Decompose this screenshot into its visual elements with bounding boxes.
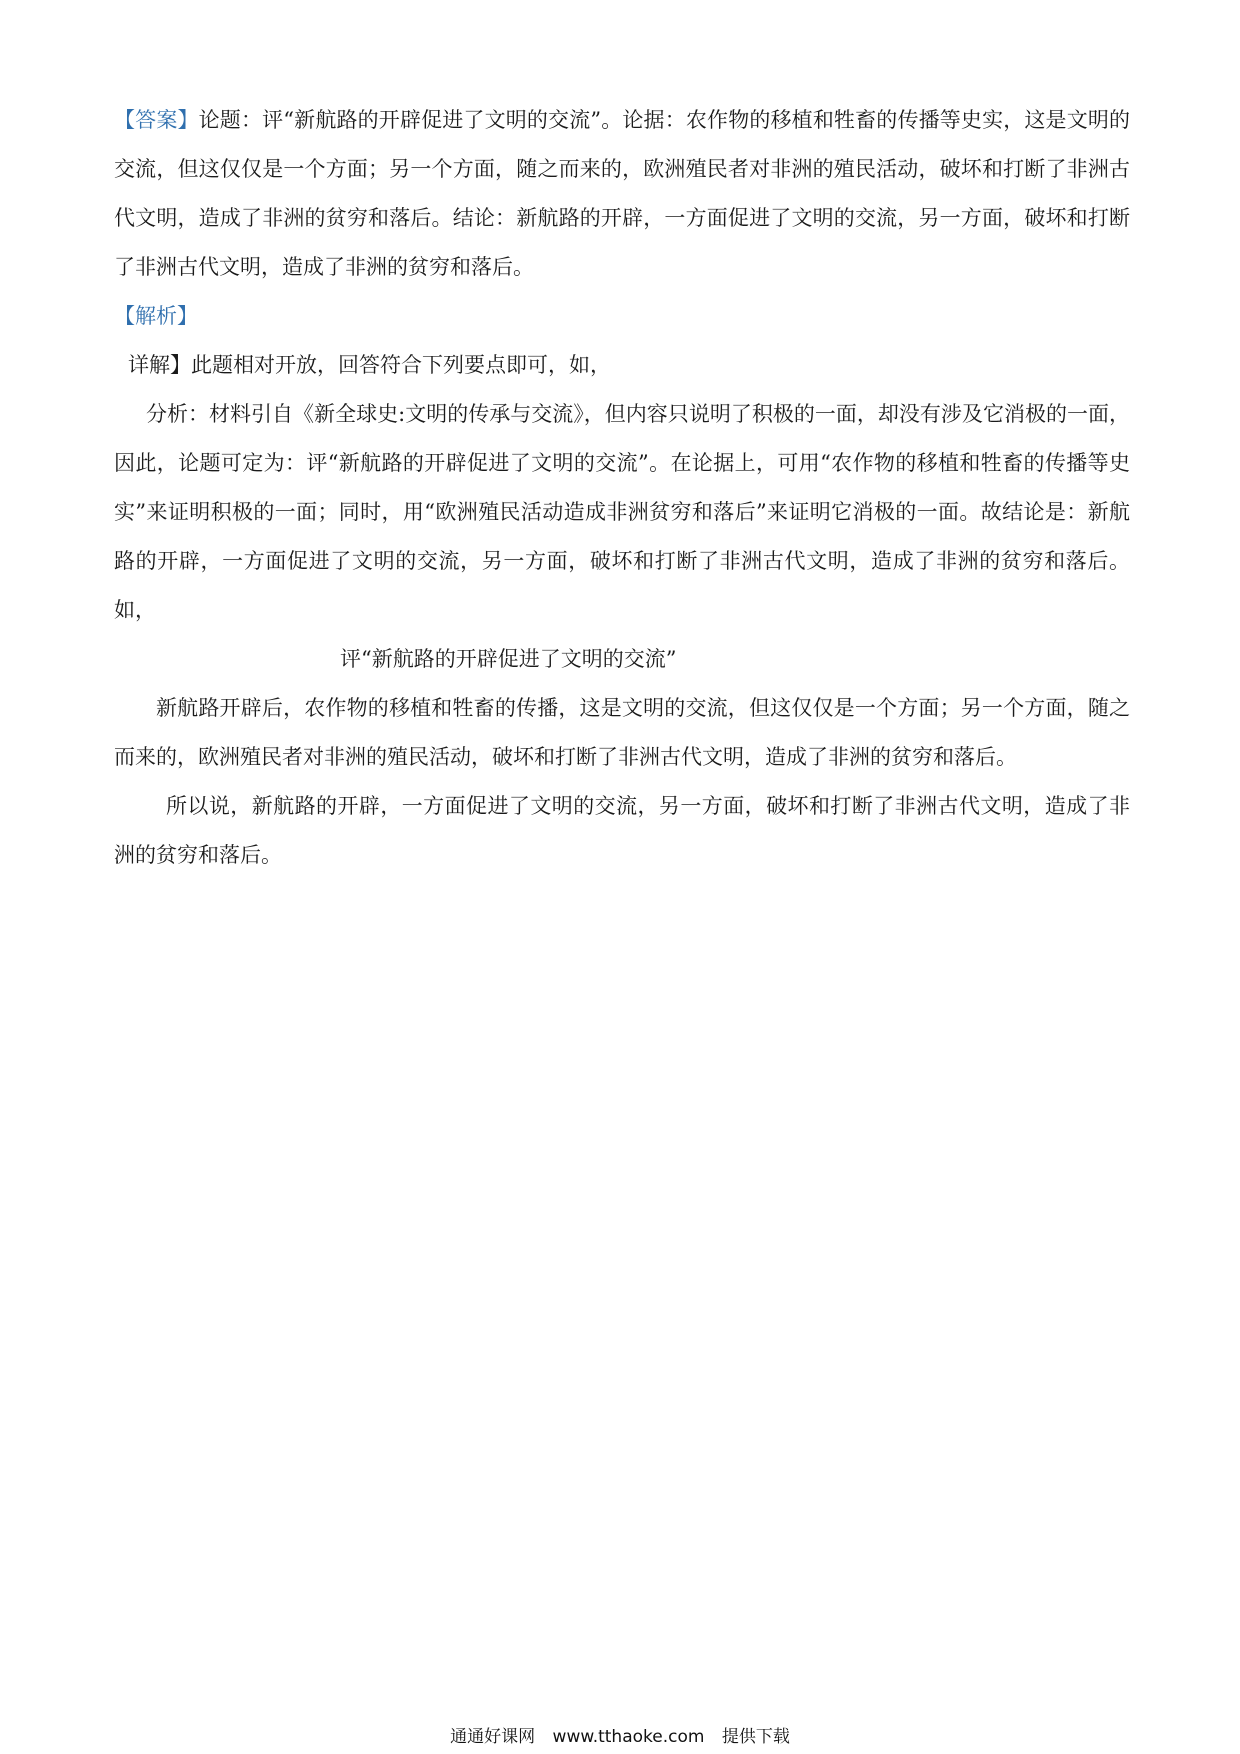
footer-url[interactable]: www.tthaoke.com: [552, 1727, 705, 1747]
document-page: [114, 96, 1130, 880]
answer-text: 论题：评“新航路的开辟促进了文明的交流”。论据：农作物的移植和牲畜的传播等史实，这是文明的交流，但这仅仅是一个方面；另一个方面，随之而来的，欧洲殖民者对非洲的殖民活动，破坏和打断了非洲古代文明，造成了非洲的贫穷和落后。结论：新航路的开辟，一方面促进了文明的交流，另一方面，破坏和打断了非洲古代文明，造成了非洲的贫穷和落后。: [114, 108, 1131, 279]
analysis-explanation: 分析：材料引自《新全球史:文明的传承与交流》，但内容只说明了积极的一面，却没有涉及它消极的一面，因此，论题可定为：评“新航路的开辟促进了文明的交流”。在论据上，可用“农作物的移植和牲畜的传播等史实”来证明积极的一面；同时，用“欧洲殖民活动造成非洲贫穷和落后”来证明它消极的一面。故结论是：新航路的开辟，一方面促进了文明的交流，另一方面，破坏和打断了非洲古代文明，造成了非洲的贫穷和落后。如，: [114, 402, 1130, 622]
essay-title: 评“新航路的开辟促进了文明的交流”: [340, 647, 677, 671]
page-footer: [0, 1722, 1240, 1747]
analysis-detail: 详解】此题相对开放，回答符合下列要点即可，如，: [128, 353, 611, 377]
answer-tag: 【答案】: [114, 108, 199, 132]
essay-body: 新航路开辟后，农作物的移植和牲畜的传播，这是文明的交流，但这仅仅是一个方面；另一个方面，随之而来的，欧洲殖民者对非洲的殖民活动，破坏和打断了非洲古代文明，造成了非洲的贫穷和落后。: [114, 696, 1130, 769]
footer-suffix: 提供下载: [721, 1727, 790, 1747]
essay-conclusion: 所以说，新航路的开辟，一方面促进了文明的交流，另一方面，破坏和打断了非洲古代文明，造成了非洲的贫穷和落后。: [114, 794, 1130, 867]
footer-site-name: 通通好课网: [450, 1727, 536, 1747]
answer-paragraph: [114, 96, 1130, 292]
analysis-tag: 【解析】: [114, 304, 198, 328]
analysis-heading: [114, 292, 1130, 341]
